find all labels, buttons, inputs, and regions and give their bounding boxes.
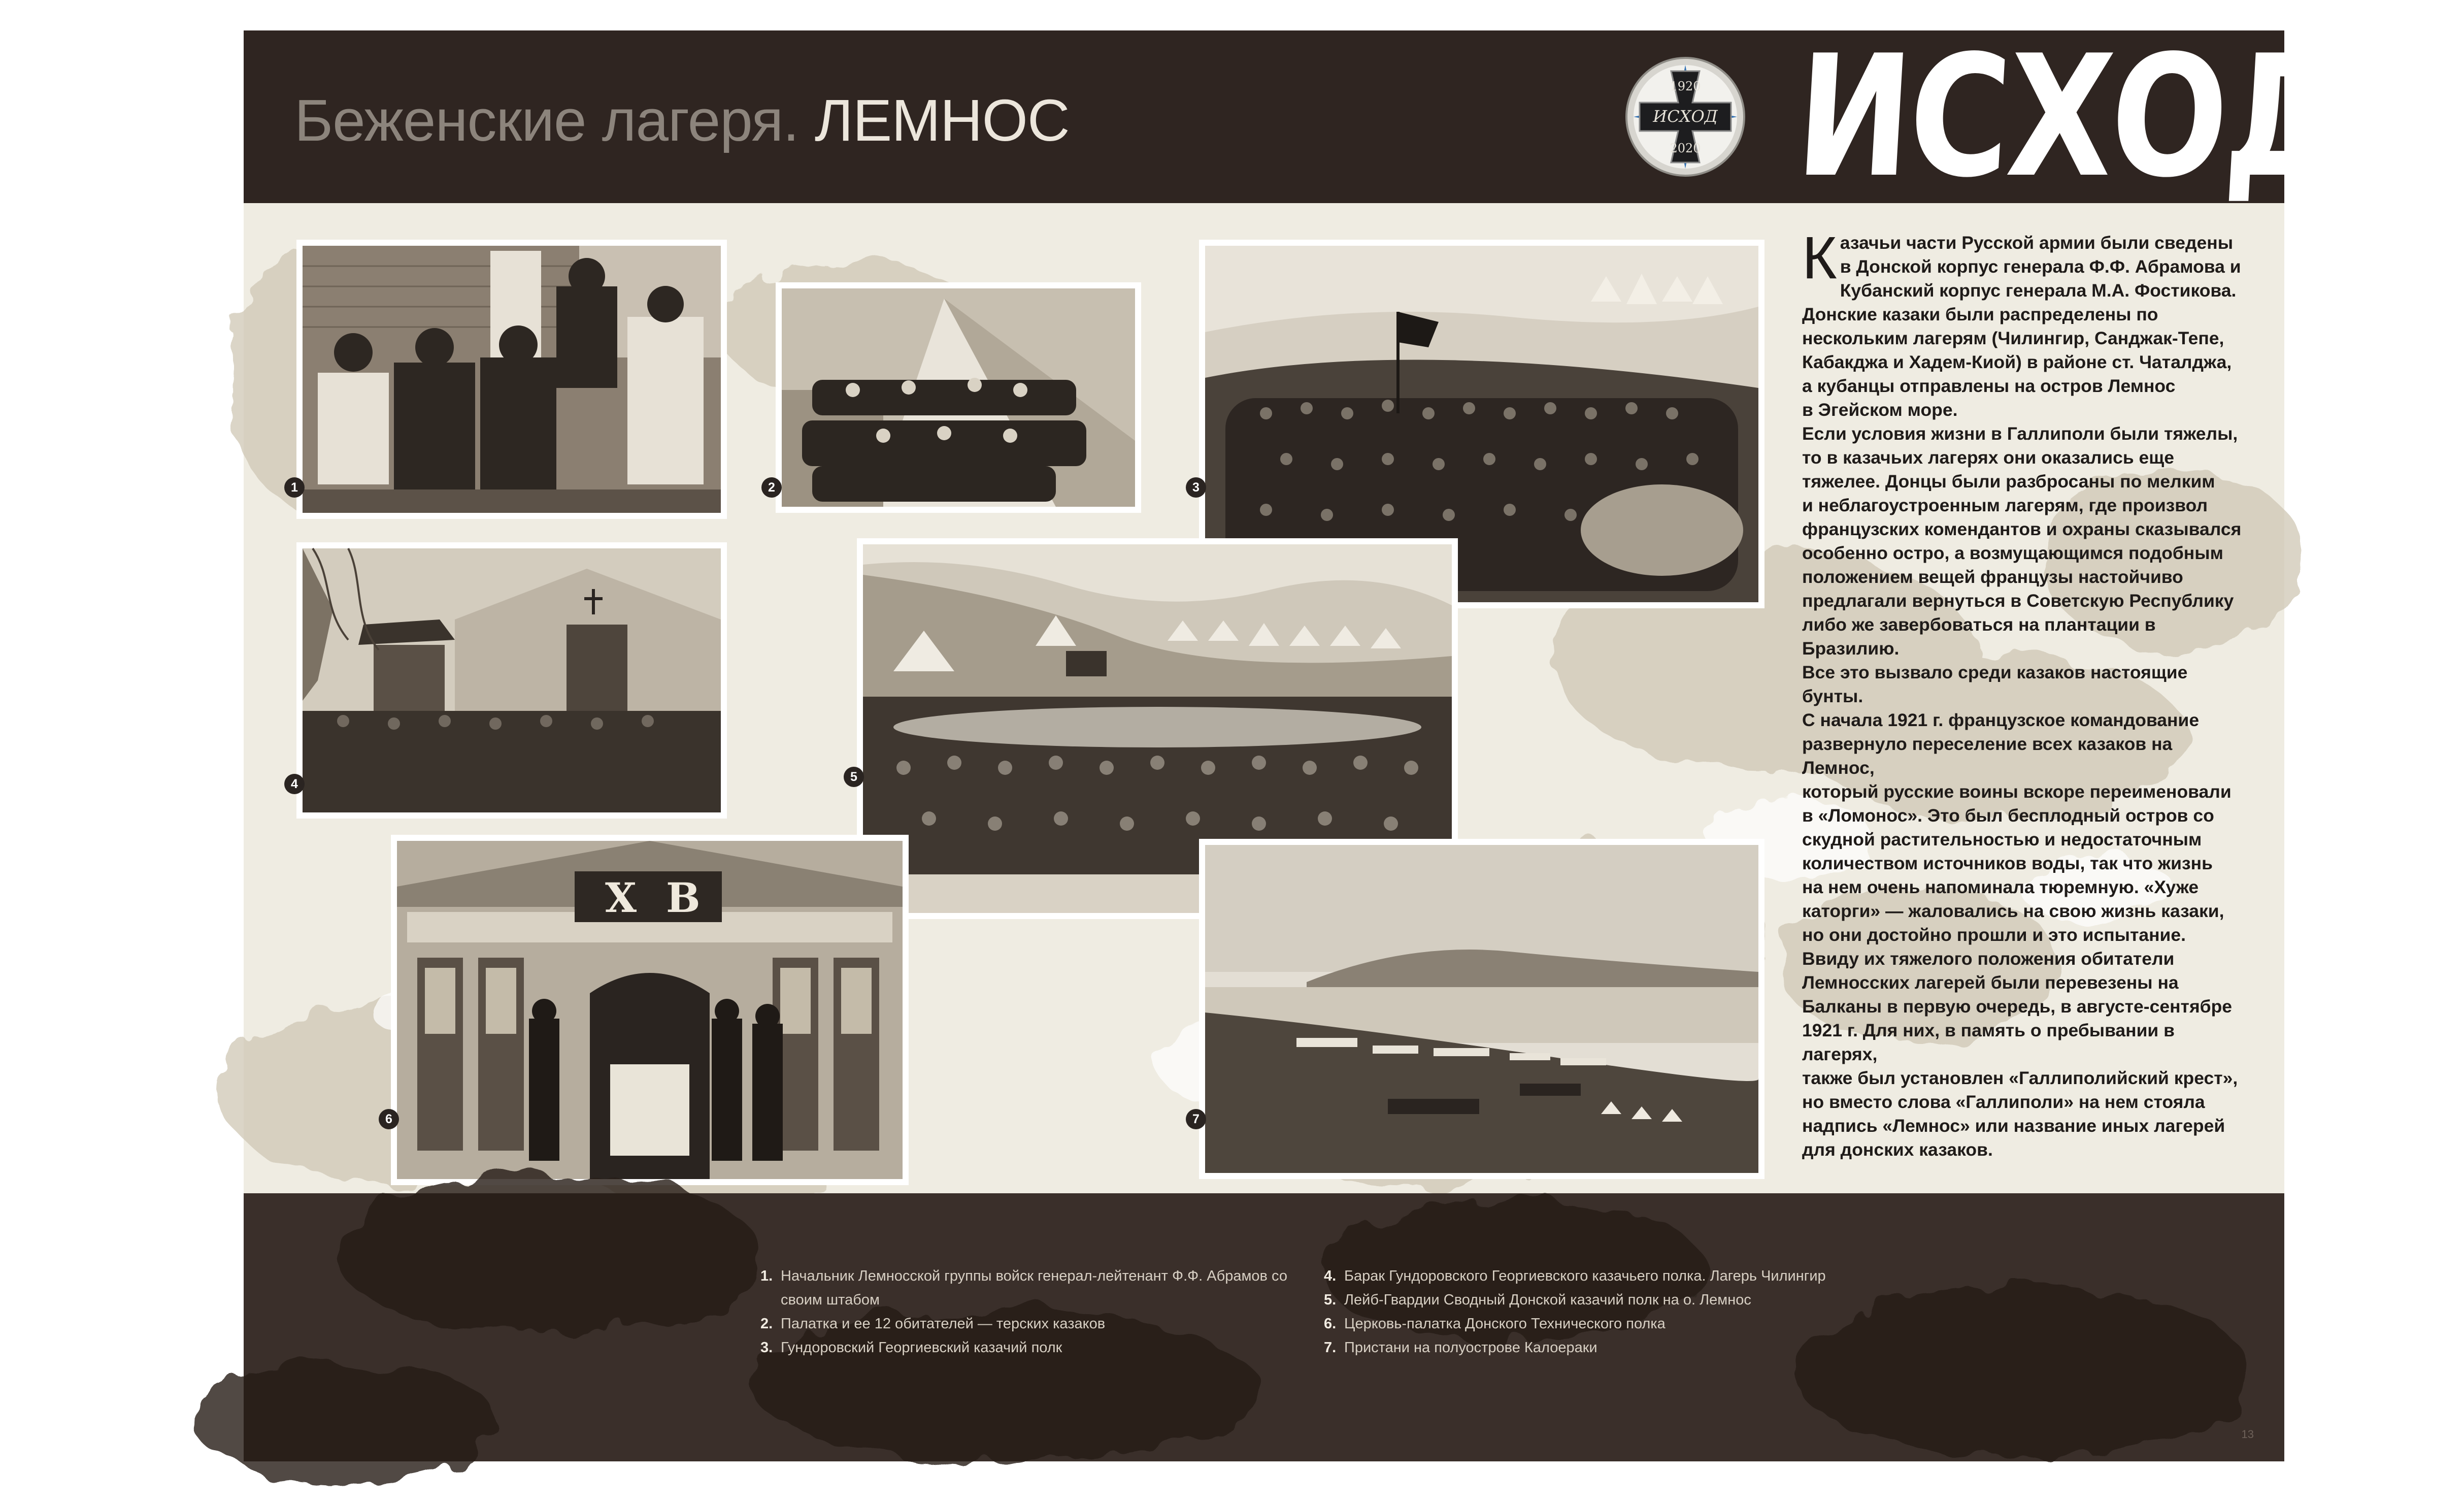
article-line: французских комендантов и охраны сказывался [1802, 519, 2242, 539]
article-line: Балканы в первую очередь, в августе-сентябре [1802, 996, 2233, 1017]
article-line: в «Ломонос». Это был бесплодный остров со [1802, 805, 2214, 826]
article-line: но вместо слова «Галлиполи» на нем стояла [1802, 1092, 2205, 1112]
article-line: Если условия жизни в Галлиполи были тяжелы, [1802, 423, 2238, 444]
church-inscription-right: В [666, 874, 701, 922]
captions-right-column [1324, 1264, 1984, 1360]
title-accent: ЛЕМНОС [814, 87, 1070, 153]
article-line: 1921 г. Для них, в память о пребывании в лагерях, [1802, 1020, 2175, 1064]
captions-footer [244, 1193, 2284, 1461]
article-line: каторги» — жаловались на свою жизнь казаки, [1802, 901, 2224, 921]
article-line: но они достойно прошли и это испытание. [1802, 925, 2186, 945]
article-line: предлагали вернуться в Советскую Республику [1802, 591, 2234, 611]
photo-3-badge: 3 [1186, 477, 1206, 498]
photo-1-officers [296, 240, 727, 519]
church-inscription-left: Х [605, 874, 637, 922]
title-prefix: Беженские лагеря. [294, 87, 799, 153]
page-panel [244, 19, 2351, 1461]
photo-7-badge: 7 [1186, 1109, 1206, 1129]
photo-2-tent [776, 282, 1141, 513]
article-line: Донские казаки были распределены по [1802, 304, 2158, 324]
article-line: и неблагоустроенным лагерям, где произвол [1802, 495, 2208, 515]
photo-7-piers [1199, 839, 1764, 1179]
article-line: который русские воины вскоре переименовали [1802, 781, 2232, 802]
article-line: в Эгейском море. [1802, 400, 1958, 420]
caption-item: 7. Пристани на полуострове Калоераки [1324, 1340, 1597, 1356]
article-line: азачьи части Русской армии были сведены [1840, 233, 2234, 253]
article-line: развернуло переселение всех казаков на Лемнос, [1802, 734, 2173, 778]
big-title-word: ИСХОД [1791, 19, 2351, 214]
article-line: нескольким лагерям (Чилингир, Санджак-Тепе, [1802, 328, 2224, 348]
caption-item: 1. Начальник Лемносской группы войск генерал-лейтенант Ф.Ф. Абрамов со своим штабом [760, 1268, 1287, 1308]
article-line: Ввиду их тяжелого положения обитатели [1802, 949, 2175, 969]
photo-1-badge: 1 [284, 477, 305, 498]
page-number: 13 [2241, 1428, 2254, 1441]
emblem-middle-text: ИСХОД [1653, 107, 1718, 126]
photo-6-tent-church [391, 835, 909, 1185]
caption-item: 4. Барак Гундоровского Георгиевского казачьего полка. Лагерь Чилингир [1324, 1268, 1826, 1284]
article-line: надпись «Лемнос» или название иных лагерей [1802, 1116, 2225, 1136]
article-line: то в казачьих лагерях они оказались еще [1802, 447, 2174, 468]
photo-4-barrack [296, 542, 727, 819]
article-line: Кубанский корпус генерала М.А. Фостикова. [1840, 280, 2237, 301]
caption-item: 5. Лейб-Гвардии Сводный Донской казачий полк на о. Лемнос [1324, 1292, 1751, 1308]
caption-item: 6. Церковь-палатка Донского Технического полка [1324, 1316, 1666, 1332]
article-line: в Донской корпус генерала Ф.Ф. Абрамова и [1840, 256, 2241, 277]
article-line: на нем очень напоминала тюремную. «Хуже [1802, 877, 2199, 897]
photo-4-badge: 4 [284, 774, 305, 794]
photo-2-badge: 2 [761, 477, 782, 498]
photo-5-badge: 5 [844, 767, 864, 787]
emblem-bottom-text: 2020 [1670, 141, 1701, 155]
article-text [1802, 224, 2249, 1162]
article-line: Лемносских лагерей были перевезены на [1802, 972, 2179, 993]
caption-item: 2. Палатка и ее 12 обитателей — терских казаков [760, 1316, 1106, 1332]
article-line: Все это вызвало среди казаков настоящие бунты. [1802, 662, 2188, 706]
emblem-top-text: 1920 [1670, 79, 1701, 93]
article-line: либо же завербоваться на плантации в Бразилию. [1802, 614, 2156, 659]
article-line: положением вещей французы настойчиво [1802, 567, 2183, 587]
article-line: количеством источников воды, так что жизнь [1802, 853, 2213, 873]
article-line: особенно остро, а возмущающимся подобным [1802, 543, 2223, 563]
caption-item: 3. Гундоровский Георгиевский казачий полк [760, 1340, 1062, 1356]
article-line: для донских казаков. [1802, 1139, 1993, 1160]
article-line: а кубанцы отправлены на остров Лемнос [1802, 376, 2176, 396]
article-dropcap: К [1802, 224, 1837, 291]
page-title [294, 86, 1070, 154]
cross-emblem-icon [1624, 56, 1746, 178]
article-line: также был установлен «Галлиполийский крест», [1802, 1068, 2238, 1088]
header-bar [244, 19, 2351, 214]
article-line: скудной растительностью и недостаточным [1802, 829, 2202, 850]
article-line: Кабакджа и Хадем-Киой) в районе ст. Чаталджа, [1802, 352, 2232, 372]
article-line: С начала 1921 г. французское командование [1802, 710, 2200, 730]
captions-left-column [760, 1264, 1293, 1360]
article-line: тяжелее. Донцы были разбросаны по мелким [1802, 471, 2215, 492]
photo-6-badge: 6 [379, 1109, 399, 1129]
